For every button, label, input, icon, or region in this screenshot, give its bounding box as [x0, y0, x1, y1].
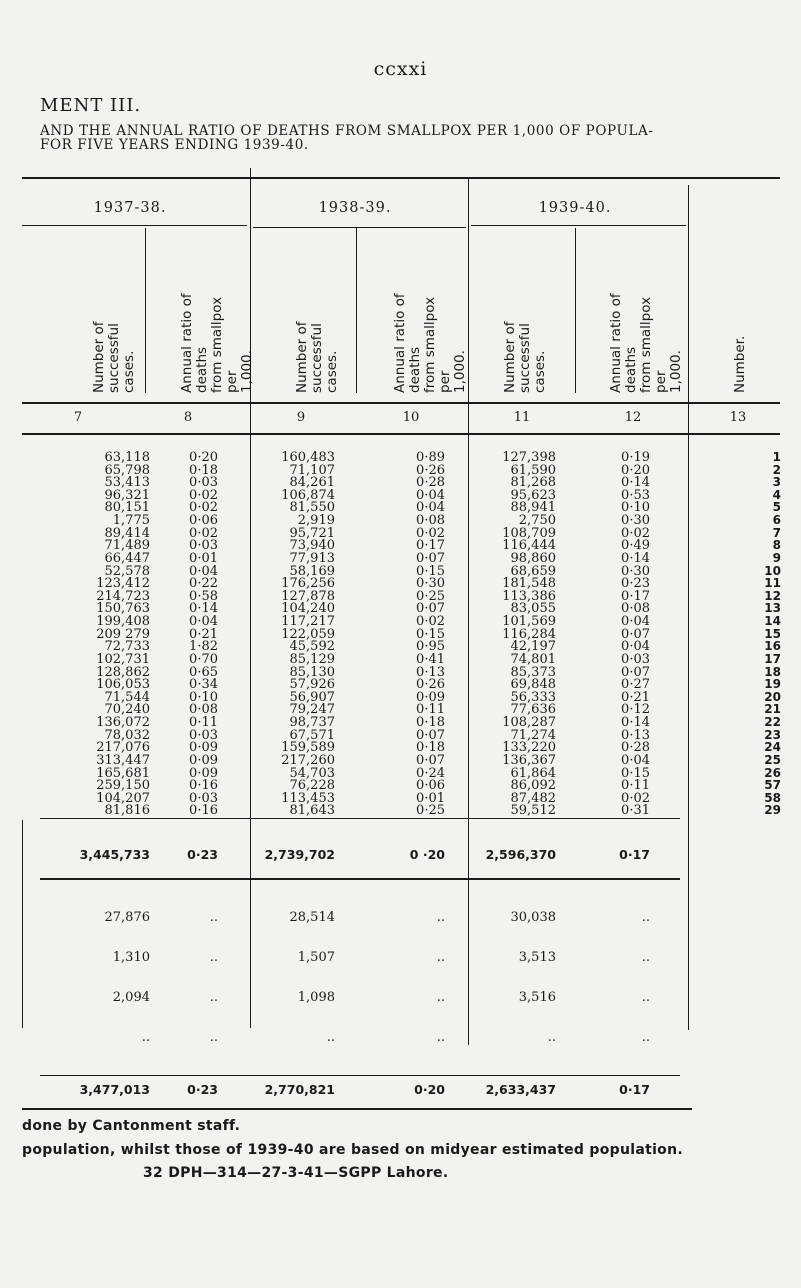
table-cell: 0·17	[621, 588, 650, 604]
table-cell: 0·02	[416, 525, 445, 541]
table-cell: 0·30	[621, 513, 650, 529]
year-divider-2	[468, 177, 469, 1045]
table-cell: 176,256	[281, 576, 335, 592]
table-cell: 159,589	[281, 740, 335, 756]
table-cell: 1·82	[189, 639, 218, 655]
table-cell: 86,092	[510, 778, 556, 794]
row-number: 11	[764, 576, 781, 591]
table-cell: 69,848	[510, 677, 556, 693]
table-cell: 199,408	[96, 614, 150, 630]
table-cell: 123,412	[96, 576, 150, 592]
table-cell: 0·30	[621, 563, 650, 579]
table-cell: 0·16	[189, 803, 218, 819]
table-cell: 0·15	[416, 563, 445, 579]
row-number: 58	[764, 790, 781, 805]
table-cell: 0·17	[416, 538, 445, 554]
row-number: 17	[764, 651, 781, 666]
colhead-10: Annual ratio of deaths from smallpox per 1,000.	[392, 293, 468, 393]
row-number: 23	[764, 727, 781, 742]
row-number: 14	[764, 614, 781, 629]
table-cell: 0·24	[416, 765, 445, 781]
grand-total-cell: 0·23	[187, 1082, 218, 1097]
colhead-12: Annual ratio of deaths from smallpox per 1,000.	[608, 293, 684, 393]
table-cell: 0·04	[189, 614, 218, 630]
colnum-13: 13	[729, 410, 747, 425]
table-cell: 160,483	[281, 450, 335, 465]
table-cell: 0·08	[416, 513, 445, 529]
table-cell: 52,578	[104, 563, 150, 579]
table-cell: 85,129	[289, 651, 335, 667]
colnum-10: 10	[402, 410, 420, 425]
year-header-1937: 1937-38.	[93, 200, 167, 216]
table-cell: 54,703	[289, 765, 335, 781]
table-cell: 96,321	[104, 487, 150, 503]
table-cell: 0·21	[621, 689, 650, 705]
table-cell: 0·09	[189, 752, 218, 768]
table-cell: 128,862	[96, 664, 150, 680]
table-cell: 0·58	[189, 588, 218, 604]
table-cell: 56,333	[510, 689, 556, 705]
subtotal-bottom-rule	[40, 878, 680, 880]
table-cell: 85,373	[510, 664, 556, 680]
row-number: 6	[772, 513, 781, 528]
row-number: 4	[772, 487, 781, 502]
extra-cell: ..	[209, 1030, 218, 1045]
row-number: 7	[772, 525, 781, 540]
row-number: 1	[772, 450, 781, 464]
extra-cell: ..	[209, 950, 218, 965]
table-cell: 0·07	[621, 626, 650, 642]
grand-total-cell: 0·20	[414, 1082, 445, 1097]
table-cell: 2,919	[297, 513, 335, 529]
colhead-bottom-rule	[22, 402, 780, 404]
table-cell: 71,274	[510, 727, 556, 743]
table-cell: 116,284	[502, 626, 556, 642]
table-cell: 0·07	[416, 727, 445, 743]
table-cell: 0·18	[416, 715, 445, 731]
table-cell: 0·04	[416, 487, 445, 503]
colnum-7: 7	[73, 410, 83, 425]
footnote-2: population, whilst those of 1939-40 are based on midyear estimated population.	[22, 1142, 683, 1158]
year-header-1938: 1938-39.	[318, 200, 392, 216]
table-cell: 0·16	[189, 778, 218, 794]
table-cell: 89,414	[104, 525, 150, 541]
row-number: 15	[764, 626, 781, 641]
colhead-11: Number of successful cases.	[502, 321, 548, 393]
row-number: 12	[764, 588, 781, 603]
table-cell: 0·34	[189, 677, 218, 693]
table-cell: 0·02	[189, 487, 218, 503]
table-cell: 0·04	[189, 563, 218, 579]
left-border	[22, 820, 23, 1028]
table-cell: 81,268	[510, 475, 556, 491]
header-rule-3	[471, 225, 686, 226]
table-cell: 0·03	[189, 790, 218, 806]
table-cell: 0·28	[621, 740, 650, 756]
colhead-7: Number of successful cases.	[91, 321, 137, 393]
table-cell: 0·10	[189, 689, 218, 705]
table-cell: 102,731	[96, 651, 150, 667]
table-cell: 0·27	[621, 677, 650, 693]
table-cell: 106,874	[281, 487, 335, 503]
colnum-bottom-rule	[22, 433, 780, 435]
row-number: 18	[764, 664, 781, 679]
table-cell: 0·95	[416, 639, 445, 655]
table-top-rule	[22, 177, 780, 179]
table-cell: 72,733	[104, 639, 150, 655]
table-cell: 53,413	[104, 475, 150, 491]
table-cell: 0·03	[189, 727, 218, 743]
table-cell: 0·19	[621, 450, 650, 465]
table-cell: 0·53	[621, 487, 650, 503]
table-cell: 0·14	[621, 715, 650, 731]
inner-divider-2	[356, 228, 357, 393]
extra-cell: ..	[436, 910, 445, 925]
table-cell: 61,864	[510, 765, 556, 781]
table-cell: 127,398	[502, 450, 556, 465]
table-cell: 0·01	[189, 550, 218, 566]
table-cell: 214,723	[96, 588, 150, 604]
row-number: 8	[772, 538, 781, 553]
table-cell: 0·13	[416, 664, 445, 680]
row-number: 5	[772, 500, 781, 515]
table-cell: 104,207	[96, 790, 150, 806]
extra-cell: 1,310	[112, 950, 150, 965]
extra-cell: ..	[641, 1030, 650, 1045]
row-number: 9	[772, 550, 781, 565]
table-cell: 57,926	[289, 677, 335, 693]
table-cell: 0·22	[189, 576, 218, 592]
table-cell: 0·65	[189, 664, 218, 680]
table-cell: 0·26	[416, 462, 445, 478]
year-header-1939: 1939-40.	[538, 200, 612, 216]
table-cell: 0·09	[416, 689, 445, 705]
table-cell: 81,643	[289, 803, 335, 819]
table-cell: 67,571	[289, 727, 335, 743]
statement-subtitle: AND THE ANNUAL RATIO OF DEATHS FROM SMALLPOX PER 1,000 OF POPULA- FOR FIVE YEARS ENDING 1939-40.	[40, 123, 654, 153]
table-cell: 58,169	[289, 563, 335, 579]
table-cell: 0·31	[621, 803, 650, 819]
footnote-3: 32 DPH—314—27-3-41—SGPP Lahore.	[143, 1165, 449, 1181]
table-cell: 83,055	[510, 601, 556, 617]
table-cell: 101,569	[502, 614, 556, 630]
table-cell: 127,878	[281, 588, 335, 604]
row-number: 22	[764, 715, 781, 730]
table-cell: 0·07	[416, 752, 445, 768]
row-number: 57	[764, 778, 781, 793]
extra-cell: ..	[436, 1030, 445, 1045]
table-cell: 95,623	[510, 487, 556, 503]
table-cell: 88,941	[510, 500, 556, 516]
table-cell: 0·10	[621, 500, 650, 516]
table-cell: 0·02	[189, 500, 218, 516]
row-number: 21	[764, 702, 781, 717]
table-cell: 0·01	[416, 790, 445, 806]
table-cell: 2,750	[518, 513, 556, 529]
colhead-9: Number of successful cases.	[294, 321, 340, 393]
grand-total-cell: 0·17	[619, 1082, 650, 1097]
table-cell: 0·12	[621, 702, 650, 718]
table-cell: 136,367	[502, 752, 556, 768]
table-cell: 113,386	[502, 588, 556, 604]
extra-cell: 28,514	[289, 910, 335, 925]
table-cell: 0·02	[621, 790, 650, 806]
table-cell: 313,447	[96, 752, 150, 768]
table-cell: 74,801	[510, 651, 556, 667]
subtotal-cell: 2,739,702	[264, 847, 335, 862]
row-number: 20	[764, 689, 781, 704]
table-cell: 73,940	[289, 538, 335, 554]
table-cell: 71,544	[104, 689, 150, 705]
table-cell: 150,763	[96, 601, 150, 617]
table-cell: 80,151	[104, 500, 150, 516]
table-cell: 0·28	[416, 475, 445, 491]
table-cell: 77,913	[289, 550, 335, 566]
table-cell: 68,659	[510, 563, 556, 579]
table-cell: 65,798	[104, 462, 150, 478]
table-cell: 66,447	[104, 550, 150, 566]
row-number: 26	[764, 765, 781, 780]
header-rule-2	[253, 227, 466, 228]
extra-cell: ..	[641, 990, 650, 1005]
table-cell: 0·25	[416, 588, 445, 604]
extra-cell: ..	[141, 1030, 150, 1045]
table-cell: 0·20	[189, 450, 218, 465]
extra-cell: 3,513	[518, 950, 556, 965]
colnum-8: 8	[183, 410, 193, 425]
row-number: 24	[764, 740, 781, 755]
table-cell: 95,721	[289, 525, 335, 541]
table-cell: 0·04	[621, 614, 650, 630]
table-cell: 1,775	[112, 513, 150, 529]
table-cell: 79,247	[289, 702, 335, 718]
table-cell: 0·04	[621, 752, 650, 768]
table-cell: 0·23	[621, 576, 650, 592]
row-number: 29	[764, 803, 781, 818]
inner-divider-3	[575, 228, 576, 393]
inner-divider-1	[145, 228, 146, 393]
table-cell: 0·08	[621, 601, 650, 617]
extra-cell: ..	[326, 1030, 335, 1045]
statement-heading: MENT III.	[40, 95, 142, 116]
table-cell: 84,261	[289, 475, 335, 491]
subtotal-cell: 2,596,370	[485, 847, 556, 862]
table-cell: 42,197	[510, 639, 556, 655]
table-cell: 98,737	[289, 715, 335, 731]
table-cell: 63,118	[104, 450, 150, 465]
table-cell: 0·11	[189, 715, 218, 731]
table-cell: 0·15	[416, 626, 445, 642]
table-cell: 108,709	[502, 525, 556, 541]
colnum-12: 12	[624, 410, 642, 425]
year-divider-3	[688, 185, 689, 1030]
extra-cell: ..	[547, 1030, 556, 1045]
table-cell: 106,053	[96, 677, 150, 693]
subtotal-cell: 0·17	[619, 847, 650, 862]
table-cell: 108,287	[502, 715, 556, 731]
table-cell: 85,130	[289, 664, 335, 680]
table-cell: 81,550	[289, 500, 335, 516]
table-cell: 0·18	[189, 462, 218, 478]
extra-cell: 1,507	[297, 950, 335, 965]
row-number: 10	[764, 563, 781, 578]
table-cell: 133,220	[502, 740, 556, 756]
table-cell: 209 279	[96, 626, 150, 642]
row-number: 16	[764, 639, 781, 654]
table-cell: 0·14	[621, 475, 650, 491]
table-cell: 0·15	[621, 765, 650, 781]
extra-cell: 1,098	[297, 990, 335, 1005]
table-cell: 0·70	[189, 651, 218, 667]
table-cell: 0·02	[621, 525, 650, 541]
header-rule-1	[22, 225, 247, 226]
table-cell: 76,228	[289, 778, 335, 794]
table-cell: 0·07	[416, 550, 445, 566]
table-cell: 0·06	[189, 513, 218, 529]
table-cell: 45,592	[289, 639, 335, 655]
table-cell: 0·03	[189, 475, 218, 491]
table-cell: 0·11	[416, 702, 445, 718]
table-cell: 104,240	[281, 601, 335, 617]
table-bottom-rule	[22, 1108, 692, 1110]
table-cell: 0·04	[621, 639, 650, 655]
table-cell: 0·07	[416, 601, 445, 617]
table-cell: 0·02	[189, 525, 218, 541]
table-cell: 0·07	[621, 664, 650, 680]
extra-cell: 3,516	[518, 990, 556, 1005]
extra-bottom-rule	[40, 1075, 680, 1076]
table-cell: 0·21	[189, 626, 218, 642]
table-cell: 259,150	[96, 778, 150, 794]
table-cell: 0·18	[416, 740, 445, 756]
table-cell: 136,072	[96, 715, 150, 731]
table-cell: 122,059	[281, 626, 335, 642]
colnum-9: 9	[296, 410, 306, 425]
grand-total-cell: 2,633,437	[485, 1082, 556, 1097]
table-cell: 113,453	[281, 790, 335, 806]
table-cell: 217,260	[281, 752, 335, 768]
table-cell: 71,107	[289, 462, 335, 478]
extra-cell: 27,876	[104, 910, 150, 925]
table-cell: 116,444	[502, 538, 556, 554]
table-cell: 0·26	[416, 677, 445, 693]
extra-cell: 2,094	[112, 990, 150, 1005]
extra-cell: ..	[641, 910, 650, 925]
table-cell: 0·49	[621, 538, 650, 554]
table-cell: 0·04	[416, 500, 445, 516]
table-cell: 165,681	[96, 765, 150, 781]
row-number: 3	[772, 475, 781, 490]
row-number: 2	[772, 462, 781, 477]
colhead-13: Number.	[732, 335, 748, 393]
table-cell: 0·11	[621, 778, 650, 794]
table-cell: 181,548	[502, 576, 556, 592]
table-cell: 56,907	[289, 689, 335, 705]
colhead-8: Annual ratio of deaths from smallpox per 1,000.	[179, 293, 255, 393]
row-number: 25	[764, 752, 781, 767]
table-cell: 61,590	[510, 462, 556, 478]
subtotal-cell: 0·23	[187, 847, 218, 862]
row-number: 19	[764, 677, 781, 692]
extra-cell: ..	[436, 990, 445, 1005]
table-cell: 0·03	[621, 651, 650, 667]
row-number: 13	[764, 601, 781, 616]
extra-cell: ..	[641, 950, 650, 965]
table-cell: 0·13	[621, 727, 650, 743]
table-cell: 0·14	[621, 550, 650, 566]
table-cell: 71,489	[104, 538, 150, 554]
footnote-1: done by Cantonment staff.	[22, 1118, 241, 1134]
table-cell: 0·20	[621, 462, 650, 478]
table-cell: 0·25	[416, 803, 445, 819]
table-cell: 70,240	[104, 702, 150, 718]
table-cell: 0·08	[189, 702, 218, 718]
table-cell: 0·30	[416, 576, 445, 592]
page-number: ccxxi	[373, 58, 428, 80]
grand-total-cell: 3,477,013	[79, 1082, 150, 1097]
table-cell: 217,076	[96, 740, 150, 756]
table-cell: 0·02	[416, 614, 445, 630]
table-cell: 59,512	[510, 803, 556, 819]
extra-cell: 30,038	[510, 910, 556, 925]
table-cell: 81,816	[104, 803, 150, 819]
table-cell: 117,217	[281, 614, 335, 630]
table-cell: 78,032	[104, 727, 150, 743]
table-cell: 0·06	[416, 778, 445, 794]
subtotal-cell: 3,445,733	[79, 847, 150, 862]
table-cell: 0·09	[189, 765, 218, 781]
table-cell: 0·03	[189, 538, 218, 554]
table-cell: 0·89	[416, 450, 445, 465]
table-cell: 87,482	[510, 790, 556, 806]
table-cell: 0·14	[189, 601, 218, 617]
extra-cell: ..	[209, 910, 218, 925]
grand-total-cell: 2,770,821	[264, 1082, 335, 1097]
table-cell: 0·09	[189, 740, 218, 756]
colnum-11: 11	[513, 410, 531, 425]
extra-cell: ..	[436, 950, 445, 965]
table-cell: 0·41	[416, 651, 445, 667]
table-cell: 98,860	[510, 550, 556, 566]
subtotal-cell: 0 ·20	[409, 847, 445, 862]
extra-cell: ..	[209, 990, 218, 1005]
table-cell: 77,636	[510, 702, 556, 718]
